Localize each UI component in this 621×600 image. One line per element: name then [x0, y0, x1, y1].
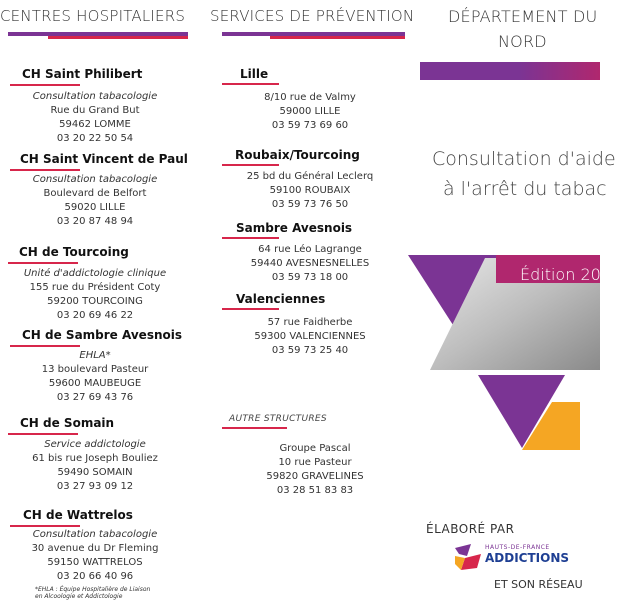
prevention-city: 59100 ROUBAIX: [269, 185, 351, 196]
hospital-address: 13 boulevard Pasteur: [41, 364, 149, 375]
hospital-entry: [0, 438, 190, 494]
hospital-service: Consultation tabacologie: [32, 174, 158, 185]
hospital-underline: [10, 345, 80, 347]
prevention-name: Sambre Avesnois: [236, 221, 353, 235]
hospital-underline: [10, 84, 80, 86]
other-name: Groupe Pascal: [279, 443, 351, 454]
prevention-address: 25 bd du Général Leclerq: [246, 171, 374, 182]
prevention-name: Roubaix/Tourcoing: [235, 148, 360, 162]
prevention-title-bar-red: [270, 36, 405, 39]
prevention-city: 59000 LILLE: [279, 106, 341, 117]
prevention-city: 59440 AVESNESNELLES: [250, 258, 370, 269]
logo-title: ADDICTIONS: [485, 551, 570, 565]
hospital-phone: 03 20 22 50 54: [56, 133, 134, 144]
hospital-phone: 03 20 87 48 94: [56, 216, 134, 227]
prevention-phone: 03 59 73 69 60: [271, 120, 349, 131]
hospital-service: Unité d'addictologie clinique: [23, 268, 167, 279]
cover-title-line2: à l'arrêt du tabac: [443, 178, 607, 200]
other-structures-underline: [222, 427, 287, 429]
hospital-address: Boulevard de Belfort: [43, 188, 147, 199]
hospital-service: Consultation tabacologie: [32, 529, 158, 540]
hospitals-column-title: CENTRES HOSPITALIERS: [0, 7, 186, 25]
hospital-address: 155 rue du Président Coty: [29, 282, 161, 293]
prevention-name: Valenciennes: [236, 292, 326, 306]
hospital-name: CH de Tourcoing: [19, 245, 129, 259]
prevention-underline: [222, 83, 279, 85]
hospital-entry: [0, 267, 190, 323]
hospital-underline: [10, 525, 80, 527]
hospital-entry: [0, 90, 190, 146]
hospital-entry: [0, 173, 190, 229]
other-address: 10 rue Pasteur: [278, 457, 352, 468]
hospital-phone: 03 20 66 40 96: [56, 571, 134, 582]
footnote-line: *EHLA : Équipe Hospitalière de Liaison: [35, 586, 151, 593]
hospital-name: CH de Wattrelos: [23, 508, 133, 522]
hospital-address: 30 avenue du Dr Fleming: [31, 543, 159, 554]
edition-label: Édition 2020: [520, 265, 621, 284]
logo-subtitle: HAUTS-DE-FRANCE: [485, 544, 550, 551]
cover-title-line1: Consultation d'aide: [432, 148, 616, 170]
hospital-address: 61 bis rue Joseph Bouliez: [32, 453, 158, 464]
hospital-phone: 03 27 93 09 12: [56, 481, 134, 492]
department-title-line2: NORD: [498, 32, 547, 51]
prevention-underline: [222, 237, 279, 239]
hospital-phone: 03 20 69 46 22: [56, 310, 134, 321]
hospital-name: CH Saint Vincent de Paul: [20, 152, 188, 166]
prevention-phone: 03 59 73 18 00: [271, 272, 349, 283]
prevention-column-title: SERVICES DE PRÉVENTION: [210, 7, 415, 25]
department-title-line1: DÉPARTEMENT DU: [448, 7, 598, 26]
hospital-name: CH Saint Philibert: [22, 67, 143, 81]
hospital-city: 59600 MAUBEUGE: [48, 378, 142, 389]
ehla-footnote: [35, 586, 185, 600]
hospital-city: 59020 LILLE: [64, 202, 126, 213]
hospital-city: 59200 TOURCOING: [47, 296, 143, 307]
hospitals-title-bar-red: [48, 36, 188, 39]
reseau-label: ET SON RÉSEAU: [494, 578, 583, 591]
hospital-service: Consultation tabacologie: [32, 91, 158, 102]
other-city: 59820 GRAVELINES: [266, 471, 364, 482]
prevention-entry: [220, 243, 400, 285]
hospital-service: Service addictologie: [44, 439, 146, 450]
prevention-underline: [222, 308, 279, 310]
prevention-city: 59300 VALENCIENNES: [254, 331, 366, 342]
hospital-address: Rue du Grand But: [50, 105, 140, 116]
prevention-phone: 03 59 73 76 50: [271, 199, 349, 210]
prevention-phone: 03 59 73 25 40: [271, 345, 349, 356]
hospital-phone: 03 27 69 43 76: [56, 392, 134, 403]
hospital-entry: [0, 349, 190, 405]
logo-mark-icon: [455, 544, 481, 570]
department-title-bar: [420, 62, 600, 80]
other-phone: 03 28 51 83 83: [276, 485, 354, 496]
hospital-entry: [0, 528, 190, 584]
footnote-line: en Alcoologie et Addictologie: [35, 593, 123, 600]
hospital-name: CH de Somain: [20, 416, 115, 430]
prevention-address: 8/10 rue de Valmy: [264, 92, 356, 103]
prevention-entry: [220, 170, 400, 212]
hospital-city: 59462 LOMME: [59, 119, 131, 130]
hospital-service: EHLA*: [79, 350, 111, 361]
addictions-logo: [455, 542, 600, 572]
prevention-address: 57 rue Faidherbe: [267, 317, 353, 328]
prevention-entry: [220, 316, 400, 358]
hospital-city: 59490 SOMAIN: [57, 467, 133, 478]
hospital-underline: [10, 169, 80, 171]
hospital-underline: [8, 262, 78, 264]
hospital-city: 59150 WATTRELOS: [47, 557, 143, 568]
elabore-par-label: ÉLABORÉ PAR: [426, 522, 515, 536]
prevention-entry: [220, 91, 400, 133]
prevention-underline: [222, 164, 279, 166]
prevention-name: Lille: [240, 67, 269, 81]
prevention-address: 64 rue Léo Lagrange: [258, 244, 362, 255]
other-structure-entry: [225, 442, 405, 498]
other-structures-title: AUTRE STRUCTURES: [229, 414, 327, 424]
hospital-underline: [8, 433, 78, 435]
hospital-name: CH de Sambre Avesnois: [22, 328, 183, 342]
